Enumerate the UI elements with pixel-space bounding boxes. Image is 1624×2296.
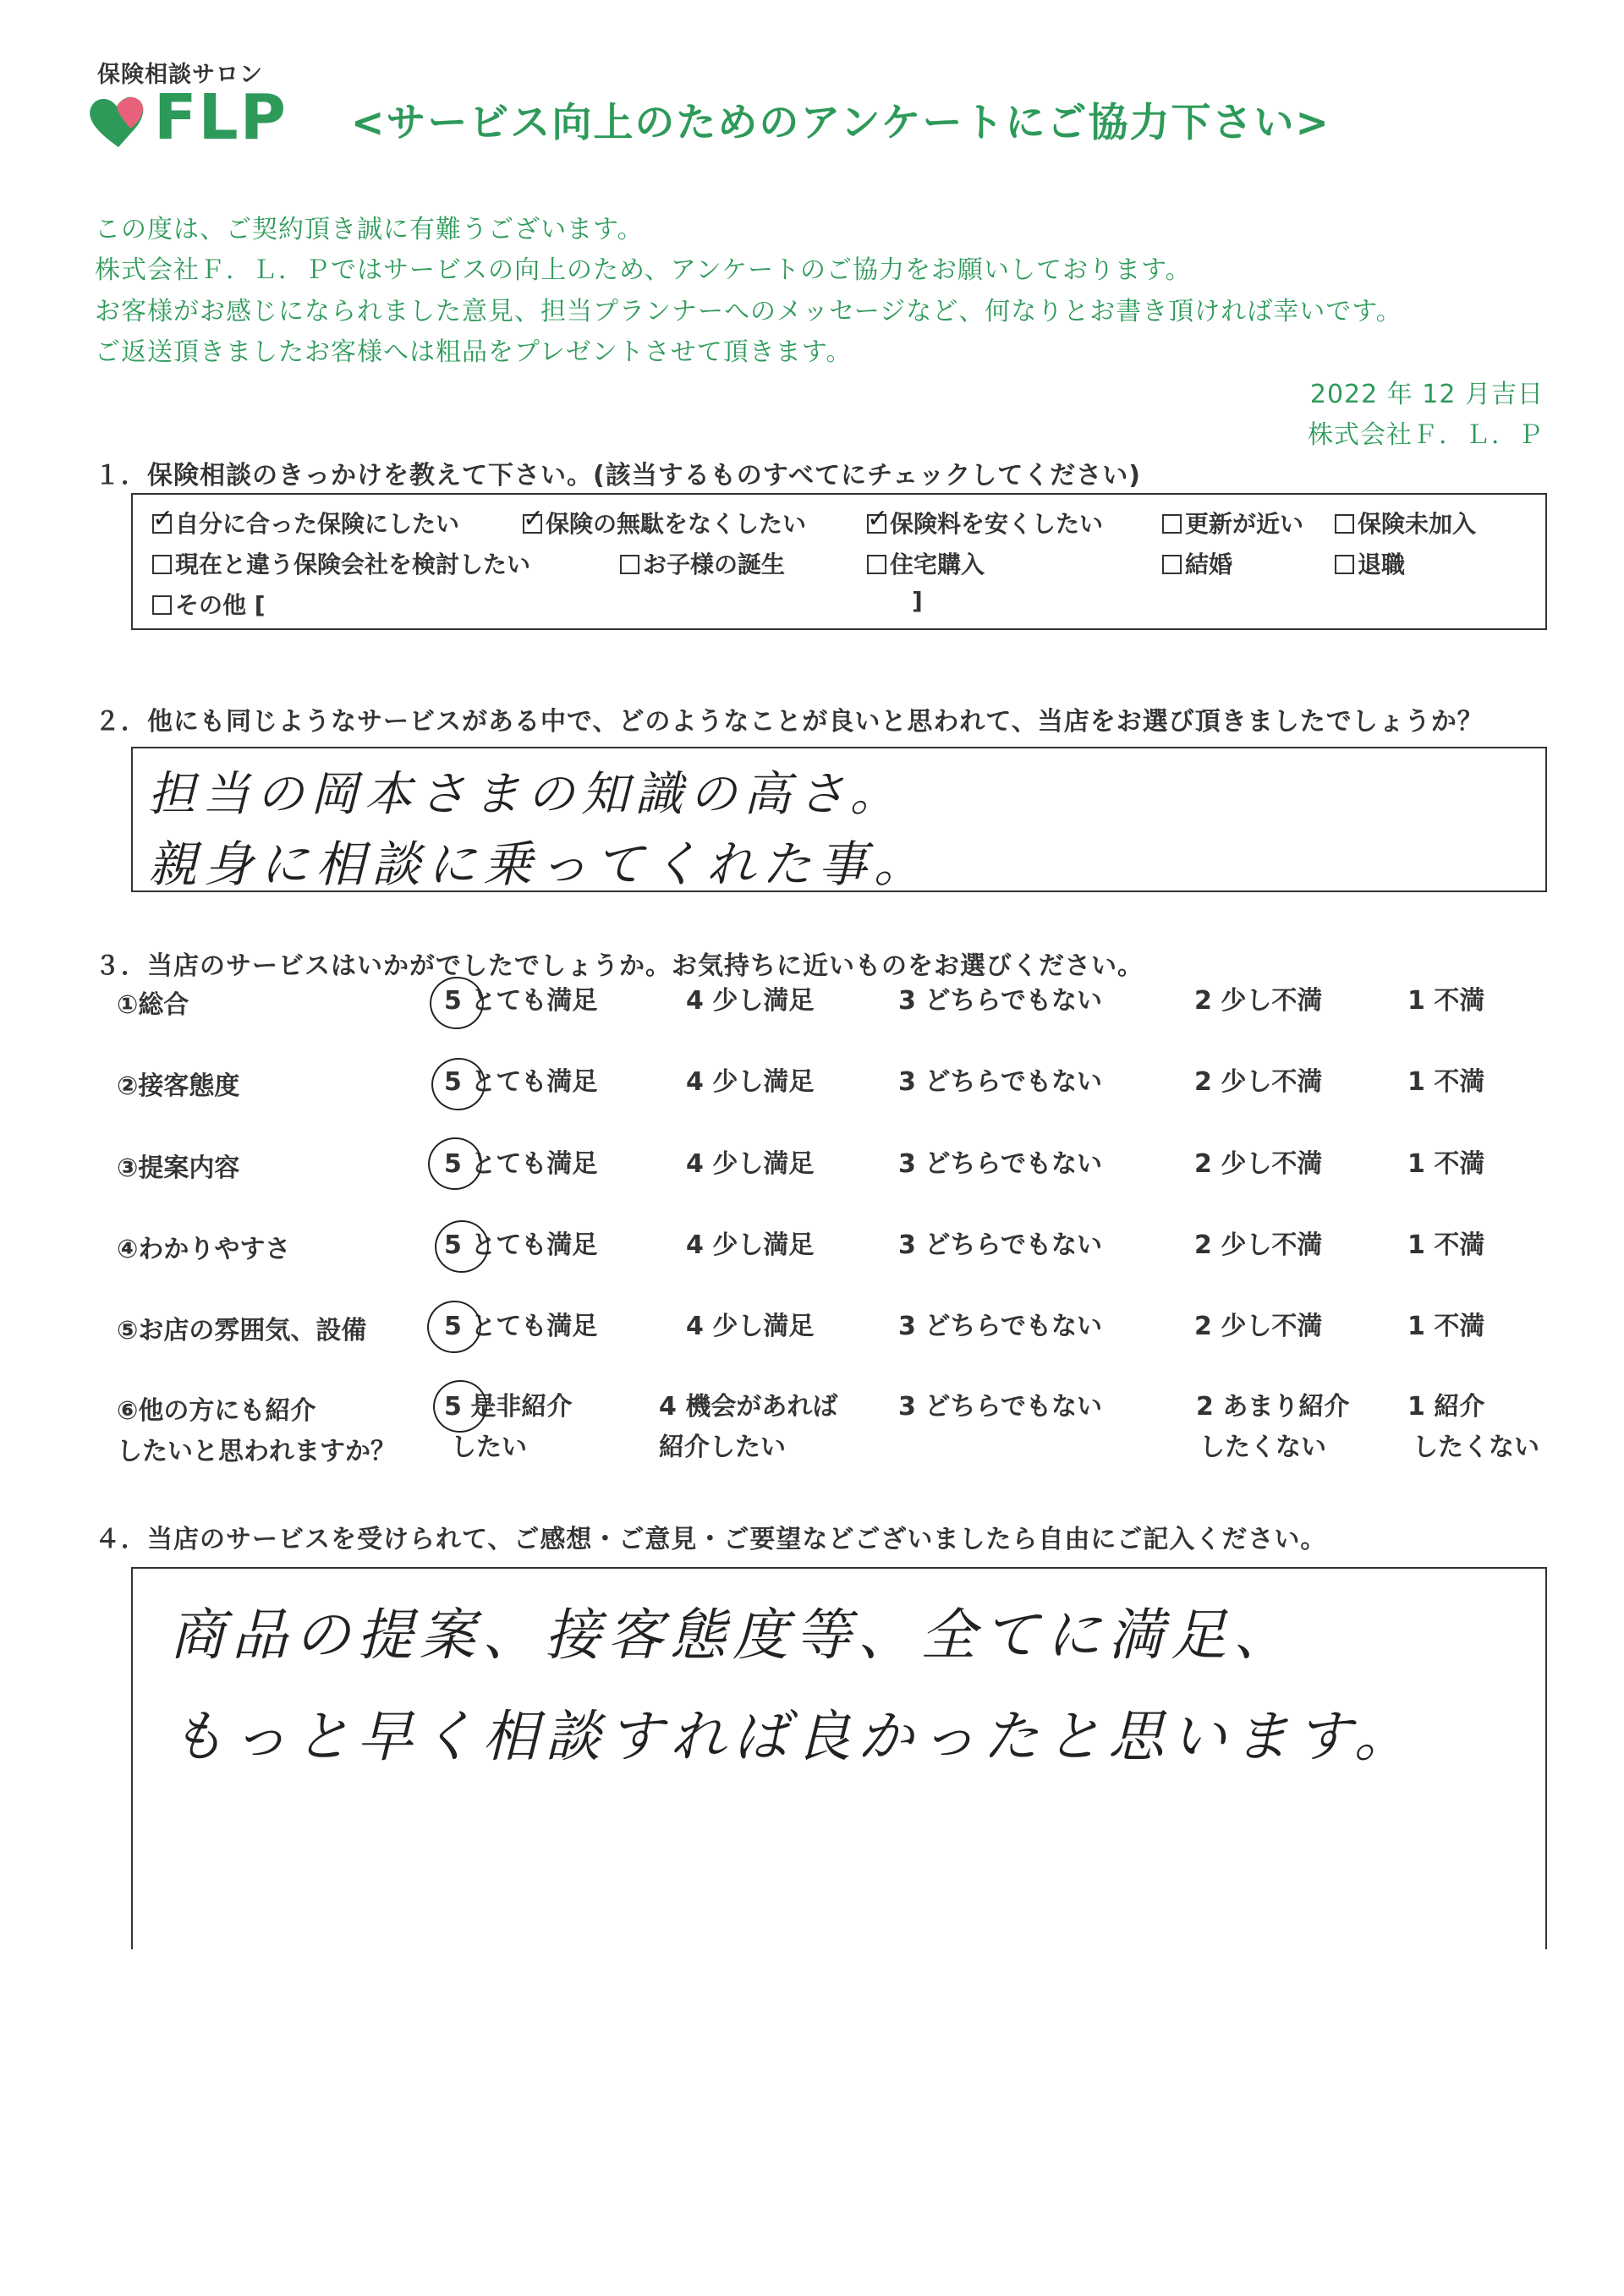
option-renewal-near[interactable]: 更新が近い [1162, 506, 1303, 540]
checkbox[interactable] [1335, 514, 1354, 534]
checkbox[interactable] [1335, 555, 1354, 574]
question-4-answer-line-1: 商品の提案、接客態度等、全てに満足、 [169, 1603, 1296, 1668]
question-2-label: ２．他にも同じようなサービスがある中で、どのようなことが良いと思われて、当店をお選び頂きましたでしょうか？ [95, 707, 1484, 737]
choice-1[interactable]: 1 紹介 [1407, 1392, 1485, 1422]
rating-label-clarity: ④わかりやすさ [117, 1235, 291, 1264]
choice-3[interactable]: 3 どちらでもない [898, 986, 1103, 1016]
choice-4-line-2: 紹介したい [659, 1433, 786, 1462]
choice-5[interactable]: 5 とても満足 [444, 1312, 598, 1341]
selection-circle [423, 1132, 486, 1195]
question-2-answer-line-1: 担当の岡本さまの知識の高さ。 [148, 767, 904, 822]
rating-label-atmosphere: ⑤お店の雰囲気、設備 [117, 1316, 367, 1345]
choice-4[interactable]: 4 機会があれば [659, 1392, 838, 1422]
choice-4[interactable]: 4 少し満足 [686, 1067, 815, 1097]
option-other-company[interactable]: 現在と違う保険会社を検討したい [152, 546, 530, 580]
rating-label-overall: ①総合 [117, 990, 189, 1020]
intro-line-2: 株式会社Ｆ．Ｌ．Ｐではサービスの向上のため、アンケートのご協力をお願いしております。 [95, 255, 1192, 285]
rating-label-recommend: ⑥他の方にも紹介 [117, 1396, 316, 1426]
checkbox-checked[interactable] [867, 514, 886, 534]
choice-2[interactable]: 2 少し不満 [1194, 986, 1323, 1016]
intro-line-4: ご返送頂きましたお客様へは粗品をプレゼントさせて頂きます。 [95, 337, 853, 367]
choice-1[interactable]: 1 不満 [1407, 1230, 1485, 1260]
selection-circle [422, 1296, 486, 1358]
choice-2[interactable]: 2 少し不満 [1194, 1067, 1323, 1097]
checkbox[interactable] [620, 555, 639, 574]
option-fit-insurance[interactable]: ✓自分に合った保険にしたい [152, 506, 459, 540]
rating-label-recommend-2: したいと思われますか？ [117, 1437, 396, 1466]
question-1-label: １．保険相談のきっかけを教えて下さい。(該当するものすべてにチェックしてください) [95, 461, 1141, 490]
checkbox-checked[interactable] [152, 514, 172, 534]
logo-text: FLP [154, 81, 288, 154]
choice-5[interactable]: 5 是非紹介 [444, 1392, 573, 1422]
issue-date: 2022 年 12 月吉日 [1309, 380, 1544, 409]
choice-4[interactable]: 4 少し満足 [686, 1312, 815, 1341]
choice-3[interactable]: 3 どちらでもない [898, 1230, 1103, 1260]
choice-5[interactable]: 5 とても満足 [444, 1067, 598, 1097]
intro-line-1: この度は、ご契約頂き誠に有難うございます。 [95, 215, 644, 244]
rating-label-proposal: ③提案内容 [117, 1153, 240, 1183]
option-house-purchase[interactable]: 住宅購入 [867, 546, 985, 580]
intro-line-3: お客様がお感じになられました意見、担当プランナーへのメッセージなど、何なりとお書き頂ければ幸いです。 [95, 297, 1402, 326]
rating-label-service-attitude: ②接客態度 [117, 1071, 240, 1101]
choice-2[interactable]: 2 あまり紹介 [1196, 1392, 1350, 1422]
choice-1[interactable]: 1 不満 [1407, 1149, 1485, 1179]
choice-2[interactable]: 2 少し不満 [1194, 1312, 1323, 1341]
option-reduce-waste[interactable]: ✓ 保険の無駄をなくしたい [523, 506, 806, 540]
checkbox[interactable] [1162, 555, 1182, 574]
option-uninsured[interactable]: 保険未加入 [1335, 506, 1476, 540]
heart-logo-icon [85, 91, 152, 151]
checkbox[interactable] [867, 555, 886, 574]
checkbox-checked[interactable] [523, 514, 542, 534]
option-child-birth[interactable]: お子様の誕生 [620, 546, 785, 580]
choice-2[interactable]: 2 少し不満 [1194, 1149, 1323, 1179]
choice-1[interactable]: 1 不満 [1407, 1067, 1485, 1097]
choice-5[interactable]: 5 とても満足 [444, 1230, 598, 1260]
choice-2-line-2: したくない [1199, 1433, 1326, 1462]
page-title: <サービス向上のためのアンケートにご協力下さい> [351, 100, 1330, 146]
option-retirement[interactable]: 退職 [1335, 546, 1405, 580]
option-marriage[interactable]: 結婚 [1162, 546, 1232, 580]
choice-5-line-2: したい [451, 1433, 527, 1462]
choice-3[interactable]: 3 どちらでもない [898, 1149, 1103, 1179]
choice-3[interactable]: 3 どちらでもない [898, 1312, 1103, 1341]
option-lower-premium[interactable]: ✓ 保険料を安くしたい [867, 506, 1103, 540]
choice-4[interactable]: 4 少し満足 [686, 1230, 815, 1260]
choice-1[interactable]: 1 不満 [1407, 986, 1485, 1016]
choice-4[interactable]: 4 少し満足 [686, 1149, 815, 1179]
choice-4[interactable]: 4 少し満足 [686, 986, 815, 1016]
checkbox[interactable] [152, 555, 172, 574]
choice-3[interactable]: 3 どちらでもない [898, 1392, 1103, 1422]
choice-5[interactable]: 5 とても満足 [444, 1149, 598, 1179]
logo-subtitle: 保険相談サロン [97, 62, 263, 88]
question-4-answer-line-2: もっと早く相談すれば良かったと思います。 [169, 1704, 1417, 1769]
option-other[interactable]: その他 [ [152, 587, 266, 621]
checkbox[interactable] [1162, 514, 1182, 534]
other-bracket-close: ] [912, 587, 923, 615]
question-4-label: ４．当店のサービスを受けられて、ご感想・ご意見・ご要望などございましたら自由にご記入ください。 [95, 1525, 1327, 1554]
choice-1[interactable]: 1 不満 [1407, 1312, 1485, 1341]
question-3-label: ３．当店のサービスはいかがでしたでしょうか。お気持ちに近いものをお選びください。 [95, 951, 1144, 981]
checkbox[interactable] [152, 595, 172, 615]
choice-5[interactable]: 5 とても満足 [444, 986, 598, 1016]
choice-1-line-2: したくない [1413, 1433, 1539, 1462]
question-2-answer-line-2: 親身に相談に乗ってくれた事。 [148, 836, 930, 893]
choice-2[interactable]: 2 少し不満 [1194, 1230, 1323, 1260]
choice-3[interactable]: 3 どちらでもない [898, 1067, 1103, 1097]
company-name: 株式会社Ｆ．Ｌ．Ｐ [1308, 420, 1544, 450]
